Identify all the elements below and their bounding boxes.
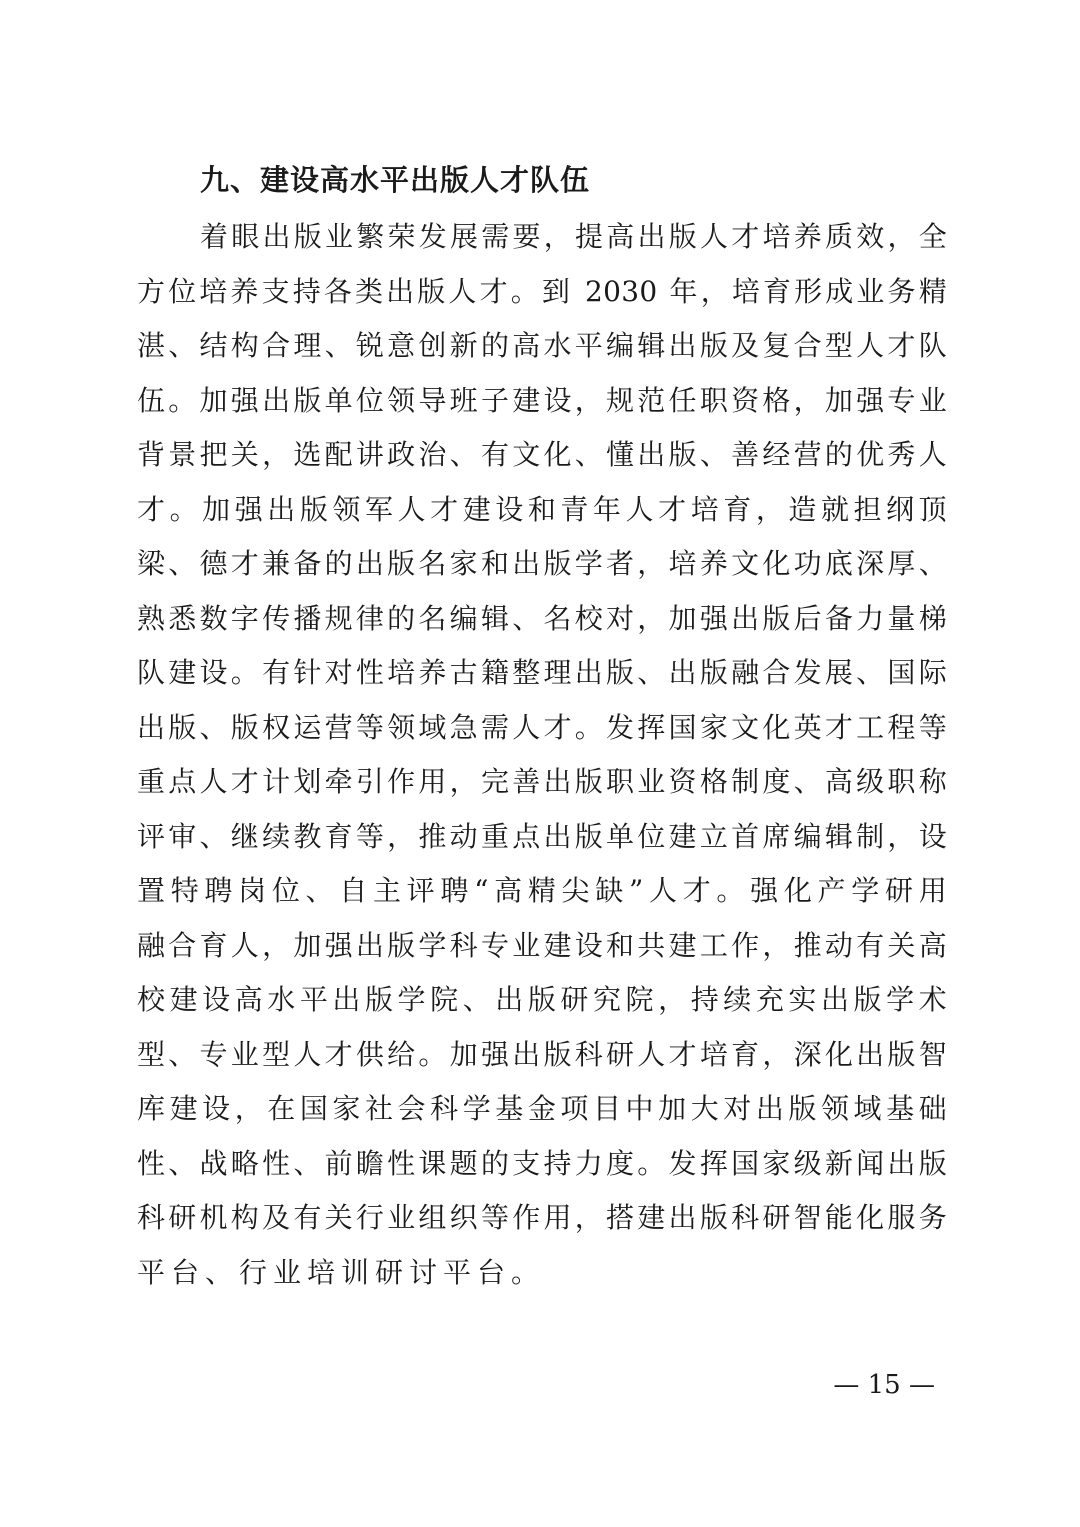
paragraph-line: 熟悉数字传播规律的名编辑、名校对，加强出版后备力量梯 bbox=[137, 601, 947, 635]
paragraph-line: 型、专业型人才供给。加强出版科研人才培育，深化出版智 bbox=[137, 1037, 947, 1071]
paragraph-line: 性、战略性、前瞻性课题的支持力度。发挥国家级新闻出版 bbox=[137, 1146, 947, 1180]
paragraph-line: 重点人才计划牵引作用，完善出版职业资格制度、高级职称 bbox=[137, 765, 947, 798]
paragraph-line: 融合育人，加强出版学科专业建设和共建工作，推动有关高 bbox=[137, 928, 947, 962]
page-number: — 15 — bbox=[833, 1370, 935, 1400]
paragraph-line: 伍。加强出版单位领导班子建设，规范任职资格，加强专业 bbox=[137, 383, 947, 417]
paragraph-line: 校建设高水平出版学院、出版研究院，持续充实出版学术 bbox=[137, 983, 947, 1016]
paragraph-line: 科研机构及有关行业组织等作用，搭建出版科研智能化服务 bbox=[137, 1201, 947, 1234]
paragraph-line: 库建设，在国家社会科学基金项目中加大对出版领域基础 bbox=[137, 1092, 947, 1125]
paragraph-line: 评审、继续教育等，推动重点出版单位建立首席编辑制，设 bbox=[137, 819, 947, 853]
paragraph-line: 置特聘岗位、自主评聘“高精尖缺”人才。强化产学研用 bbox=[137, 874, 947, 907]
paragraph-line: 平台、行业培训研讨平台。 bbox=[137, 1255, 546, 1289]
paragraph-line: 背景把关，选配讲政治、有文化、懂出版、善经营的优秀人 bbox=[137, 438, 947, 471]
paragraph-line: 出版、版权运营等领域急需人才。发挥国家文化英才工程等 bbox=[137, 710, 947, 744]
paragraph-line: 才。加强出版领军人才建设和青年人才培育，造就担纲顶 bbox=[137, 492, 947, 526]
paragraph-line: 方位培养支持各类出版人才。到 2030 年，培育形成业务精 bbox=[137, 274, 947, 308]
section-paragraph bbox=[137, 210, 947, 1300]
paragraph-line: 队建设。有针对性培养古籍整理出版、出版融合发展、国际 bbox=[137, 656, 947, 689]
paragraph-line: 着眼出版业繁荣发展需要，提高出版人才培养质效，全 bbox=[200, 220, 947, 253]
paragraph-line: 梁、德才兼备的出版名家和出版学者，培养文化功底深厚、 bbox=[137, 547, 947, 580]
section-heading: 九、建设高水平出版人才队伍 bbox=[200, 163, 591, 197]
paragraph-line: 湛、结构合理、锐意创新的高水平编辑出版及复合型人才队 bbox=[137, 329, 947, 362]
